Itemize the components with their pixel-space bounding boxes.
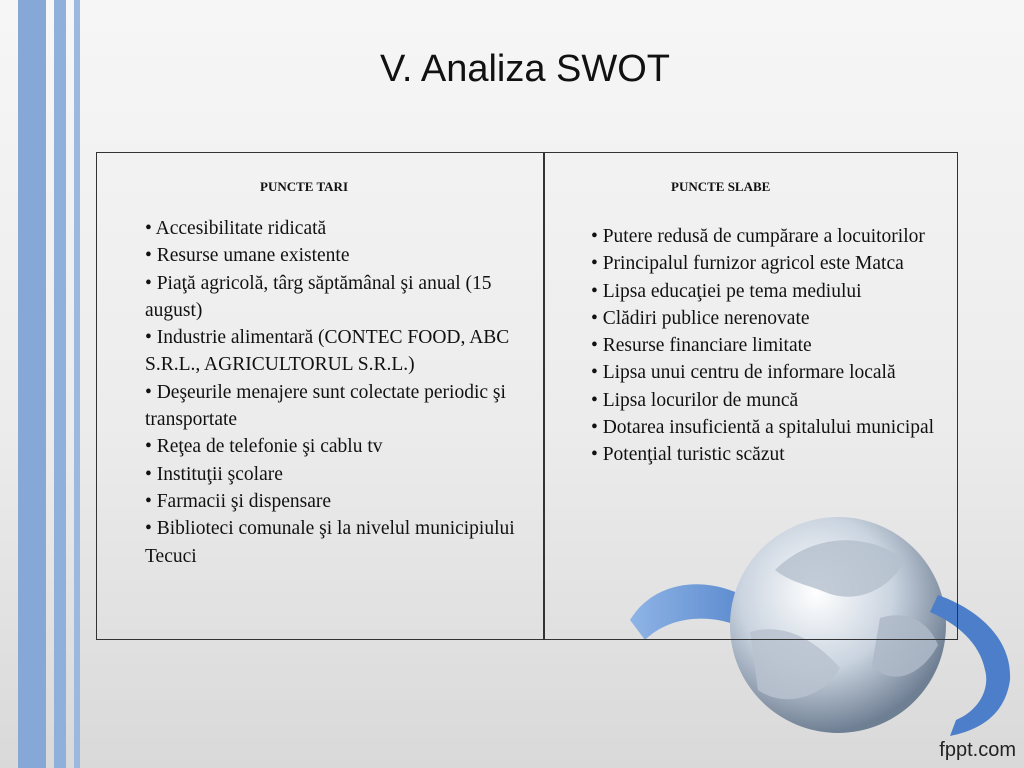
list-item: • Reţea de telefonie şi cablu tv [145,433,525,460]
list-item: • Industrie alimentară (CONTEC FOOD, ABC S.R.L., AGRICULTORUL S.R.L.) [145,324,525,379]
list-item: • Biblioteci comunale şi la nivelul municipiului Tecuci [145,515,525,570]
list-item: • Lipsa educaţiei pe tema mediului [591,278,949,305]
list-item: • Principalul furnizor agricol este Matca [591,250,949,277]
stripe-medium [54,0,66,768]
stripe-narrow [74,0,80,768]
list-item: • Putere redusă de cumpărare a locuitorilor [591,223,949,250]
weaknesses-heading: PUNCTE SLABE [671,179,771,194]
list-item: • Deşeurile menajere sunt colectate periodic şi transportate [145,379,525,434]
list-item: • Resurse umane existente [145,242,525,269]
weaknesses-list [591,223,949,469]
decorative-stripes [0,0,90,768]
list-item: • Clădiri publice nerenovate [591,305,949,332]
list-item: • Farmacii şi dispensare [145,488,525,515]
strengths-list [145,215,525,570]
list-item: • Instituţii şcolare [145,461,525,488]
list-item: • Resurse financiare limitate [591,332,949,359]
brand-watermark: fppt.com [939,739,1016,761]
list-item: • Dotarea insuficientă a spitalului municipal [591,414,949,441]
strengths-heading: PUNCTE TARI [260,179,349,194]
column-divider [543,153,545,639]
list-item: • Potenţial turistic scăzut [591,441,949,468]
stripe-wide [18,0,46,768]
list-item: • Accesibilitate ridicată [145,215,525,242]
list-item: • Lipsa unui centru de informare locală [591,359,949,386]
list-item: • Piaţă agricolă, târg săptămânal şi anual (15 august) [145,270,525,325]
slide-title: V. Analiza SWOT [379,48,671,90]
swot-table [96,152,958,640]
list-item: • Lipsa locurilor de muncă [591,387,949,414]
